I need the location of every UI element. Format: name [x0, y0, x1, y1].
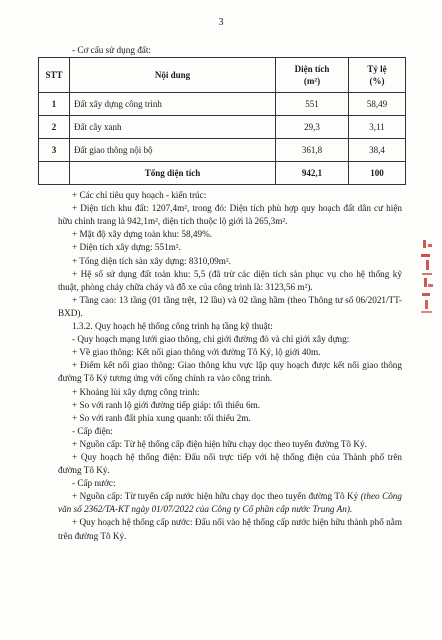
paragraph: + Tổng diện tích sàn xây dựng: 8310,09m².	[72, 255, 231, 266]
section-heading: - Cơ cấu sử dụng đất:	[72, 45, 151, 55]
paragraph: + Diện tích khu đất: 1207,4m², trong đó: Diện tích phù hợp quy hoạch đất dân cư hiện hữu chỉnh trang là 942,1m², diện tích thuộc lộ giới là 265,3m².	[58, 203, 402, 227]
paragraph: + So với ranh lộ giới đường tiếp giáp: tối thiểu 6m.	[72, 399, 261, 410]
document-body	[45, 44, 402, 543]
paragraph: + Tầng cao: 13 tầng (01 tầng trệt, 12 lầu) và 02 tầng hầm (theo Thông tư số 06/2021/TT-BXD).	[58, 294, 402, 318]
page-number: 3	[218, 17, 224, 28]
paragraph: + Diện tích xây dựng: 551m².	[72, 242, 181, 253]
paragraph: + So với ranh đất phía xung quanh: tối thiểu 2m.	[72, 412, 251, 423]
land-use-table	[38, 57, 406, 185]
header-area: Diện tích (m²)	[276, 58, 349, 93]
paragraph: + Nguồn cấp: Từ hệ thống cấp điện hiện hữu chạy dọc theo tuyến đường Tô Ký.	[72, 438, 367, 449]
table-row: 3 Đất giao thông nội bộ 361,8 38,4	[39, 139, 406, 162]
paragraph: - Cấp nước:	[72, 478, 116, 489]
reference-note: (theo Công văn số 2362/TA-KT ngày 01/07/2022 của Công ty Cổ phần cấp nước Trung An).	[58, 491, 402, 515]
header-content: Nội dung	[70, 58, 276, 93]
red-seal-stamp-icon	[418, 238, 436, 318]
paragraph: + Điểm kết nối giao thông: Giao thông khu vực lập quy hoạch được kết nối giao thông đường Tô Ký tương ứng với cổng chính ra vào công trình.	[58, 360, 402, 384]
paragraph: + Quy hoạch hệ thống điện: Đấu nối trực tiếp với hệ thống điện của Thành phố trên đường Tô Ký.	[58, 451, 402, 476]
paragraph: - Cấp điện:	[72, 425, 113, 436]
header-stt: STT	[39, 58, 70, 93]
paragraph: + Quy hoạch hệ thống cấp nước: Đấu nối vào hệ thống cấp nước hiện hữu thành phố nằm trên đường Tô Ký.	[58, 517, 402, 541]
paragraph: + Nguồn cấp: Từ tuyến cấp nước hiện hữu chạy dọc theo tuyến đường Tô Ký (theo Công văn số 2362/TA-KT ngày 01/07/2022 của Công ty Cổ phần cấp nước Trung An).	[58, 491, 402, 515]
paragraph: + Khoảng lùi xây dựng công trình:	[72, 386, 200, 397]
paragraph: + Mật độ xây dựng toàn khu: 58,49%.	[72, 229, 213, 240]
table-row: 2 Đất cây xanh 29,3 3,11	[39, 116, 406, 139]
paragraph: - Quy hoạch mạng lưới giao thông, chỉ giới đường đỏ và chỉ giới xây dựng:	[72, 334, 350, 345]
header-ratio: Tỷ lệ (%)	[349, 58, 406, 93]
subsection-title: 1.3.2. Quy hoạch hệ thống công trình hạ tầng kỹ thuật:	[72, 321, 273, 332]
paragraph: + Các chỉ tiêu quy hoạch - kiến trúc:	[72, 190, 207, 201]
table-header-row	[39, 58, 406, 93]
table-total-row: Tổng diện tích 942,1 100	[39, 162, 406, 185]
table-row: 1 Đất xây dựng công trình 551 58,49	[39, 93, 406, 116]
paragraph: + Hệ số sử dụng đất toàn khu: 5,5 (đã trừ các diện tích sàn phục vụ cho hệ thống kỹ thuật, phòng cháy chữa cháy và đỗ xe của công trình là: 3123,56 m²).	[58, 268, 402, 292]
paragraph: + Về giao thông: Kết nối giao thông với đường Tô Ký, lộ giới 40m.	[72, 347, 321, 358]
